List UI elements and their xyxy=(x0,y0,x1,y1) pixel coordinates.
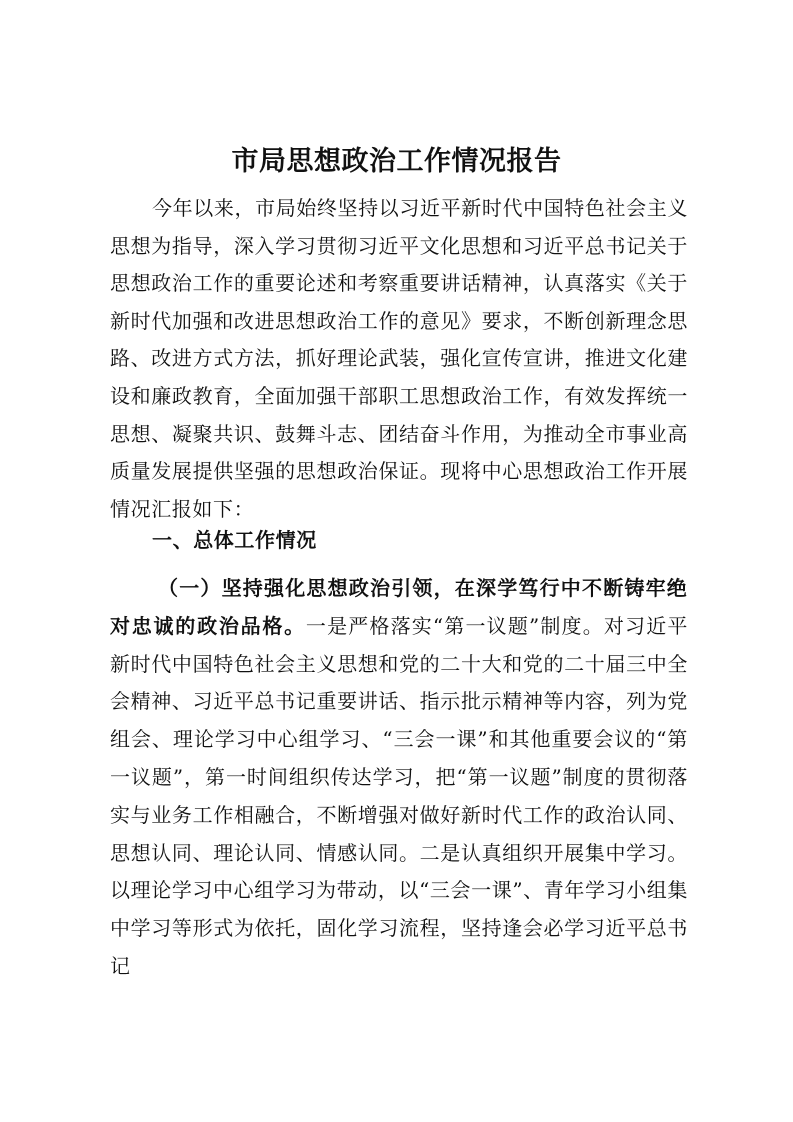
section-heading-overall-situation: 一、总体工作情况 xyxy=(152,528,317,552)
subsection-paragraph-political-guidance xyxy=(110,570,688,986)
subsection-heading-political-guidance: （一）坚持强化思想政治引领，在深学笃行中不断铸牢绝对忠诚的政治品格。 xyxy=(110,576,688,638)
subsection-body-text: 一是严格落实“第一议题”制度。对习近平新时代中国特色社会主义思想和党的二十大和党的二十届三中全会精神、习近平总书记重要讲话、指示批示精神等内容，列为党组会、理论学习中心组学习、“三会一课”和其他重要会议的“第一议题”，第一时间组织传达学习，把“第一议题”制度的贯彻落实与业务工作相融合，不断增强对做好新时代工作的政治认同、思想认同、理论认同、情感认同。二是认真组织开展集中学习。以理论学习中心组学习为带动，以“三会一课”、青年学习小组集中学习等形式为依托，固化学习流程，坚持逢会必学习近平总书记 xyxy=(110,613,688,978)
document-title: 市局思想政治工作情况报告 xyxy=(231,146,562,177)
intro-paragraph: 今年以来，市局始终坚持以习近平新时代中国特色社会主义思想为指导，深入学习贯彻习近平文化思想和习近平总书记关于思想政治工作的重要论述和考察重要讲话精神，认真落实《关于新时代加强和改进思想政治工作的意见》要求，不断创新理念思路、改进方式方法，抓好理论武装，强化宣传宣讲，推进文化建设和廉政教育，全面加强干部职工思想政治工作，有效发挥统一思想、凝聚共识、鼓舞斗志、团结奋斗作用，为推动全市事业高质量发展提供坚强的思想政治保证。现将中心思想政治工作开展情况汇报如下： xyxy=(110,196,688,521)
